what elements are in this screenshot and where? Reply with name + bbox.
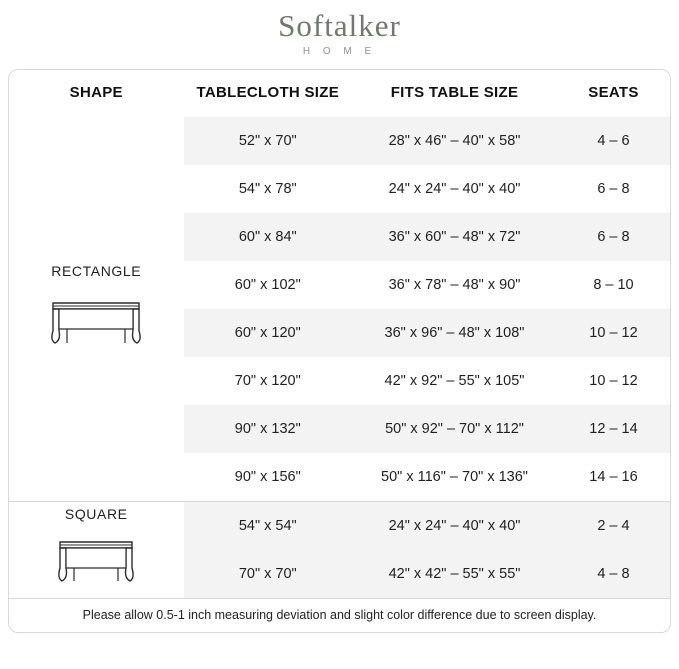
cell-tablecloth-size: 54" x 54"	[184, 502, 353, 550]
cell-tablecloth-size: 70" x 120"	[184, 357, 353, 405]
cell-tablecloth-size: 70" x 70"	[184, 550, 353, 598]
group-square	[9, 502, 670, 598]
cell-fits-table-size: 42" x 92" – 55" x 105"	[352, 357, 557, 405]
cell-seats: 2 – 4	[557, 502, 670, 550]
disclaimer-note: Please allow 0.5-1 inch measuring deviation and slight color difference due to screen display.	[9, 598, 670, 632]
cell-seats: 4 – 6	[557, 117, 670, 165]
cell-tablecloth-size: 60" x 84"	[184, 213, 353, 261]
shape-cell-square	[9, 502, 184, 598]
cell-fits-table-size: 50" x 92" – 70" x 112"	[352, 405, 557, 453]
cell-seats: 14 – 16	[557, 453, 670, 501]
square-tablecloth-icon	[42, 528, 150, 594]
cell-tablecloth-size: 54" x 78"	[184, 165, 353, 213]
cell-seats: 6 – 8	[557, 165, 670, 213]
brand-name: Softalker	[278, 8, 401, 43]
table-header	[9, 70, 670, 117]
cell-seats: 10 – 12	[557, 357, 670, 405]
cell-fits-table-size: 36" x 96" – 48" x 108"	[352, 309, 557, 357]
cell-fits-table-size: 50" x 116" – 70" x 136"	[352, 453, 557, 501]
table-row	[9, 502, 670, 550]
group-rectangle	[9, 117, 670, 501]
cell-seats: 8 – 10	[557, 261, 670, 309]
brand-subtitle: H O M E	[302, 45, 377, 57]
cell-seats: 10 – 12	[557, 309, 670, 357]
cell-fits-table-size: 42" x 42" – 55" x 55"	[352, 550, 557, 598]
cell-fits-table-size: 36" x 78" – 48" x 90"	[352, 261, 557, 309]
cell-tablecloth-size: 90" x 132"	[184, 405, 353, 453]
shape-cell-rectangle	[9, 117, 184, 501]
cell-tablecloth-size: 52" x 70"	[184, 117, 353, 165]
cell-fits-table-size: 24" x 24" – 40" x 40"	[352, 165, 557, 213]
brand-header	[0, 0, 679, 57]
table-header-row	[9, 70, 670, 117]
column-header-shape: SHAPE	[9, 70, 184, 117]
column-header-tablecloth-size: TABLECLOTH SIZE	[184, 70, 353, 117]
column-header-seats: SEATS	[557, 70, 670, 117]
cell-fits-table-size: 24" x 24" – 40" x 40"	[352, 502, 557, 550]
size-chart-card	[8, 69, 671, 633]
shape-label-square: SQUARE	[64, 505, 128, 522]
cell-fits-table-size: 36" x 60" – 48" x 72"	[352, 213, 557, 261]
column-header-fits-table-size: FITS TABLE SIZE	[352, 70, 557, 117]
cell-tablecloth-size: 60" x 102"	[184, 261, 353, 309]
cell-fits-table-size: 28" x 46" – 40" x 58"	[352, 117, 557, 165]
cell-seats: 4 – 8	[557, 550, 670, 598]
cell-tablecloth-size: 90" x 156"	[184, 453, 353, 501]
table-row	[9, 117, 670, 165]
size-chart-table	[9, 70, 670, 598]
shape-label-rectangle: RECTANGLE	[51, 262, 142, 279]
rectangle-tablecloth-icon	[41, 285, 151, 355]
cell-seats: 6 – 8	[557, 213, 670, 261]
cell-seats: 12 – 14	[557, 405, 670, 453]
cell-tablecloth-size: 60" x 120"	[184, 309, 353, 357]
